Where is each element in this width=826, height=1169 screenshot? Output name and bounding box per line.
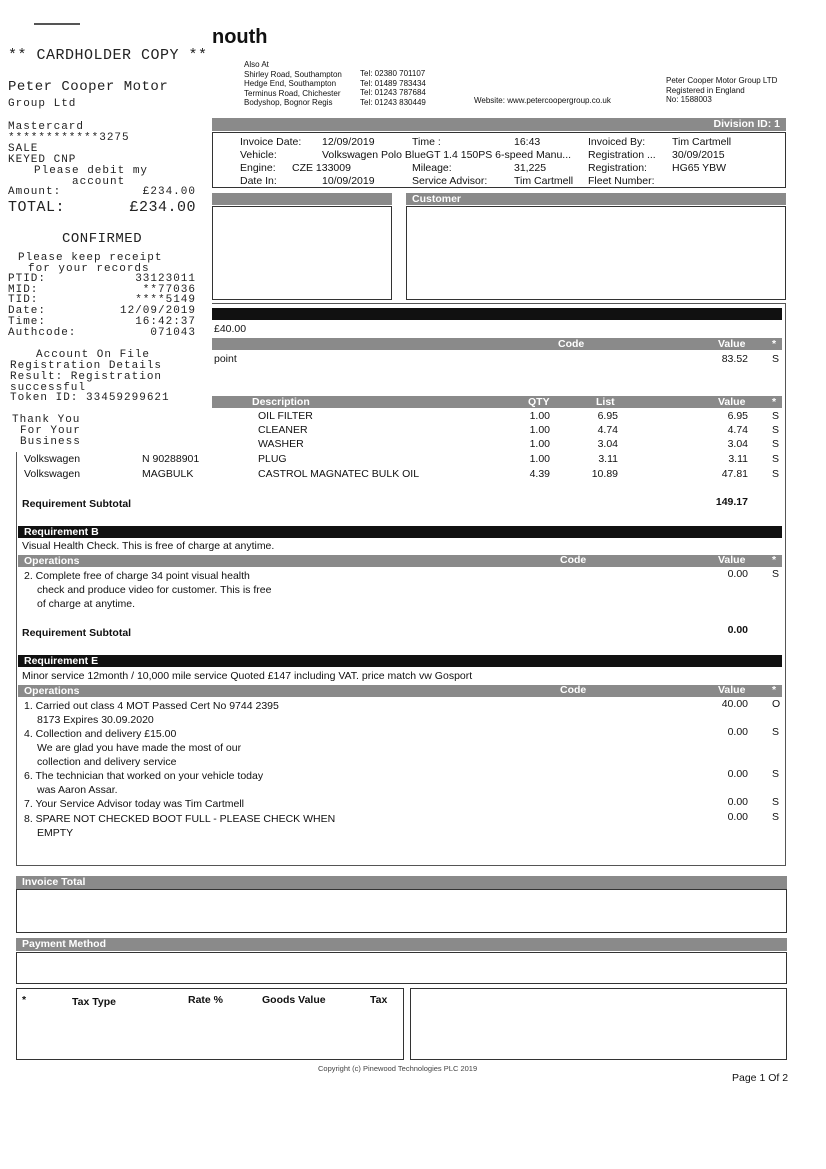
phone-line: Tel: 01243 830449 (360, 97, 426, 107)
op-line: 7. Your Service Advisor today was Tim Cartmell (24, 798, 245, 810)
receipt-file-2: Registration Details (10, 360, 163, 372)
receipt-amount: £234.00 (142, 186, 196, 198)
part-flag: S (772, 453, 780, 465)
part-list: 4.74 (597, 424, 618, 436)
req-b-subtotal: 0.00 (727, 624, 748, 636)
fleet-label: Fleet Number: (588, 175, 655, 187)
receipt-keep-2: for your records (28, 263, 150, 275)
req-b-op-line: 2. Complete free of charge 34 point visual health (24, 570, 250, 582)
requirement-b-bar (18, 526, 782, 538)
req-e-ops-bar (18, 685, 782, 697)
company-info (666, 76, 777, 105)
part-qty: 1.00 (529, 424, 550, 436)
time-label: Time : (412, 136, 441, 148)
receipt-total: £234.00 (129, 199, 196, 216)
part-value: 4.74 (727, 424, 748, 436)
receipt-file-3: Result: Registration (10, 371, 163, 383)
part-flag: S (772, 410, 780, 422)
receipt-tid: ****5149 (135, 294, 196, 306)
requirement-b-title: Requirement B (24, 526, 99, 538)
tax-type-header: Tax Type (72, 996, 116, 1008)
registration-value: HG65 YBW (672, 162, 727, 174)
req-a-star-header: * (772, 338, 777, 350)
company-line: No: 1588003 (666, 95, 712, 104)
req-e-code-header: Code (560, 684, 587, 696)
division-id: Division ID: 1 (713, 118, 780, 130)
op-line: 6. The technician that worked on your vehicle today (24, 770, 264, 782)
part-desc: OIL FILTER (258, 410, 313, 422)
req-b-value-header: Value (718, 554, 746, 566)
receipt-mid-label: MID: (8, 284, 39, 296)
mileage-label: Mileage: (412, 162, 452, 174)
req-a-op-flag: S (772, 353, 780, 365)
customer-box (406, 206, 786, 300)
receipt-ptid: 33123011 (135, 273, 196, 285)
req-e-ops-label: Operations (24, 685, 80, 697)
op-flag: S (772, 726, 780, 738)
tax-goods-value-header: Goods Value (262, 994, 326, 1006)
part-list: 6.95 (597, 410, 618, 422)
part-make: Volkswagen (24, 468, 81, 480)
part-flag: S (772, 438, 780, 450)
req-b-star-header: * (772, 554, 777, 566)
requirement-a-desc: £40.00 (214, 323, 247, 335)
receipt-tid-label: TID: (8, 294, 39, 306)
phone-line: Tel: 01243 787684 (360, 88, 426, 97)
receipt-top-line (34, 23, 80, 25)
invoice-date: 12/09/2019 (322, 136, 375, 148)
branch-line: Bodyshop, Bognor Regis (244, 98, 333, 107)
invoice-date-label: Invoice Date: (240, 136, 302, 148)
requirement-b-desc: Visual Health Check. This is free of charge at anytime. (22, 540, 275, 552)
receipt-time: 16:42:37 (135, 316, 196, 328)
customer-label: Customer (412, 193, 462, 205)
date-in-label: Date In: (240, 175, 277, 187)
page-title: nouth (212, 26, 268, 48)
part-qty: 4.39 (529, 468, 550, 480)
op-flag: S (772, 796, 780, 808)
part-value: 3.04 (727, 438, 748, 450)
invoice-total-bar (16, 876, 787, 889)
req-a-op-text: point (214, 353, 237, 365)
op-line: 8. SPARE NOT CHECKED BOOT FULL - PLEASE CHECK WHEN (24, 813, 336, 825)
op-flag: S (772, 811, 780, 823)
receipt-title: ** CARDHOLDER COPY ** (8, 47, 208, 64)
phone-line: Tel: 02380 701107 (360, 69, 426, 78)
receipt-date: 12/09/2019 (119, 305, 196, 317)
part-number: N 90288901 (142, 453, 200, 465)
service-advisor-label: Service Advisor: (412, 175, 488, 187)
op-line: was Aaron Assar. (37, 784, 118, 796)
req-b-op-value: 0.00 (727, 568, 748, 580)
phone-list (360, 69, 426, 107)
req-e-value-header: Value (718, 684, 746, 696)
part-value: 3.11 (728, 453, 748, 465)
requirement-e-bar (18, 655, 782, 667)
receipt-amount-label: Amount: (8, 186, 62, 198)
copyright: Copyright (c) Pinewood Technologies PLC 2019 (318, 1064, 478, 1073)
company-line: Peter Cooper Motor Group LTD (666, 76, 778, 85)
op-line: 1. Carried out class 4 MOT Passed Cert No 9744 2395 (24, 700, 279, 712)
receipt-time-label: Time: (8, 316, 47, 328)
op-value: 40.00 (721, 698, 748, 710)
receipt-total-label: TOTAL: (8, 199, 66, 216)
op-line: 8173 Expires 30.09.2020 (37, 714, 154, 726)
tax-star-header: * (22, 994, 27, 1006)
receipt-sale: SALE (8, 143, 39, 155)
invoiced-by-label: Invoiced By: (588, 136, 646, 148)
op-line: EMPTY (37, 827, 74, 839)
part-flag: S (772, 468, 780, 480)
company-line: Registered in England (666, 85, 745, 95)
website: Website: www.petercoopergroup.co.uk (474, 96, 611, 105)
part-desc: CLEANER (258, 424, 308, 436)
op-flag: S (772, 768, 780, 780)
address-bar (212, 193, 392, 205)
op-value: 0.00 (727, 811, 748, 823)
requirement-e-desc: Minor service 12month / 10,000 mile service Quoted £147 including VAT. price match vw Gosport (22, 670, 473, 682)
receipt-ptid-label: PTID: (8, 273, 47, 285)
totals-box (410, 988, 787, 1060)
payment-method-box (16, 952, 787, 984)
receipt-merchant: Peter Cooper Motor (8, 79, 169, 95)
op-flag: O (772, 698, 781, 710)
op-line: We are glad you have made the most of our (37, 742, 242, 754)
receipt-auth: 071043 (150, 327, 196, 339)
receipt-keep-1: Please keep receipt (18, 252, 163, 264)
req-a-subtotal: 149.17 (715, 496, 748, 508)
part-value: 47.81 (721, 468, 748, 480)
engine-label: Engine: (240, 162, 276, 174)
receipt-file-1: Account On File (36, 349, 151, 361)
req-a-code-header: Code (558, 338, 585, 350)
address-box (212, 206, 392, 300)
receipt-debit-2: account (72, 176, 126, 188)
registration-date-label: Registration ... (588, 149, 656, 161)
parts-list-header: List (596, 396, 615, 408)
tax-rate-header: Rate % (188, 994, 224, 1006)
op-line: 4. Collection and delivery £15.00 (24, 728, 177, 740)
parts-qty-header: QTY (528, 396, 550, 408)
op-line: collection and delivery service (37, 756, 177, 768)
receipt-auth-label: Authcode: (8, 327, 77, 339)
receipt-file-4: successful (10, 382, 87, 394)
req-b-op-line: check and produce video for customer. This is free (37, 584, 272, 596)
receipt-debit-1: Please debit my (34, 165, 149, 177)
req-a-ops-bar (212, 338, 782, 350)
receipt-thanks-3: Business (20, 436, 81, 448)
customer-bar (406, 193, 786, 205)
req-b-code-header: Code (560, 554, 587, 566)
op-value: 0.00 (727, 726, 748, 738)
parts-star-header: * (772, 396, 777, 408)
receipt-keyed: KEYED CNP (8, 154, 77, 166)
branch-line: Hedge End, Southampton (244, 79, 337, 88)
branch-list (244, 60, 342, 108)
registration-date: 30/09/2015 (672, 149, 725, 161)
op-value: 0.00 (727, 796, 748, 808)
invoiced-by: Tim Cartmell (672, 136, 732, 148)
cardholder-receipt (0, 20, 212, 452)
req-b-ops-bar (18, 555, 782, 567)
service-advisor-value: Tim Cartmell (514, 175, 574, 187)
payment-method-bar (16, 938, 787, 951)
invoice-total-label: Invoice Total (22, 876, 86, 888)
req-b-op-flag: S (772, 568, 780, 580)
receipt-merchant-2: Group Ltd (8, 98, 77, 110)
receipt-pan: ************3275 (8, 132, 130, 144)
phone-line: Tel: 01489 783434 (360, 78, 426, 88)
part-qty: 1.00 (529, 410, 550, 422)
op-value: 0.00 (727, 768, 748, 780)
tax-header: Tax (370, 994, 388, 1006)
division-bar (212, 118, 786, 131)
branch-line: Also At (244, 60, 269, 69)
requirement-e-title: Requirement E (24, 655, 99, 667)
branch-line: Shirley Road, Southampton (244, 69, 342, 79)
branch-line: Terminus Road, Chichester (244, 88, 341, 98)
part-qty: 1.00 (529, 438, 550, 450)
page-number: Page 1 Of 2 (732, 1072, 789, 1084)
req-e-star-header: * (772, 684, 777, 696)
req-a-op-value: 83.52 (721, 353, 748, 365)
receipt-thanks-2: For Your (20, 425, 81, 437)
vehicle-label: Vehicle: (240, 149, 277, 161)
req-a-value-header: Value (718, 338, 746, 350)
part-desc: CASTROL MAGNATEC BULK OIL (258, 468, 420, 480)
part-qty: 1.00 (529, 453, 550, 465)
part-list: 10.89 (591, 468, 618, 480)
registration-label: Registration: (588, 162, 647, 174)
req-b-subtotal-label: Requirement Subtotal (22, 627, 132, 639)
part-value: 6.95 (727, 410, 748, 422)
mileage-value: 31,225 (514, 162, 547, 174)
part-list: 3.11 (598, 453, 618, 465)
time-value: 16:43 (514, 136, 541, 148)
parts-value-header: Value (718, 396, 746, 408)
receipt-card: Mastercard (8, 121, 85, 133)
part-desc: WASHER (258, 438, 304, 450)
req-b-ops-label: Operations (24, 555, 80, 567)
receipt-confirmed: CONFIRMED (62, 231, 143, 247)
part-list: 3.04 (597, 438, 618, 450)
engine-value: CZE 133009 (292, 162, 351, 174)
invoice-total-box (16, 889, 787, 933)
part-desc: PLUG (258, 453, 287, 465)
parts-description-header: Description (252, 396, 310, 408)
requirement-a-bar (212, 308, 782, 320)
req-b-op-line: of charge at anytime. (37, 598, 136, 610)
part-make: Volkswagen (24, 453, 81, 465)
receipt-thanks-1: Thank You (12, 414, 81, 426)
vehicle-value: Volkswagen Polo BlueGT 1.4 150PS 6-speed Manu... (322, 149, 572, 161)
receipt-date-label: Date: (8, 305, 47, 317)
receipt-mid: **77036 (142, 284, 196, 296)
receipt-token: Token ID: 33459299621 (10, 392, 170, 404)
part-flag: S (772, 424, 780, 436)
req-a-subtotal-label: Requirement Subtotal (22, 498, 132, 510)
part-number: MAGBULK (142, 468, 194, 480)
date-in-value: 10/09/2019 (322, 175, 375, 187)
payment-method-label: Payment Method (22, 938, 107, 950)
